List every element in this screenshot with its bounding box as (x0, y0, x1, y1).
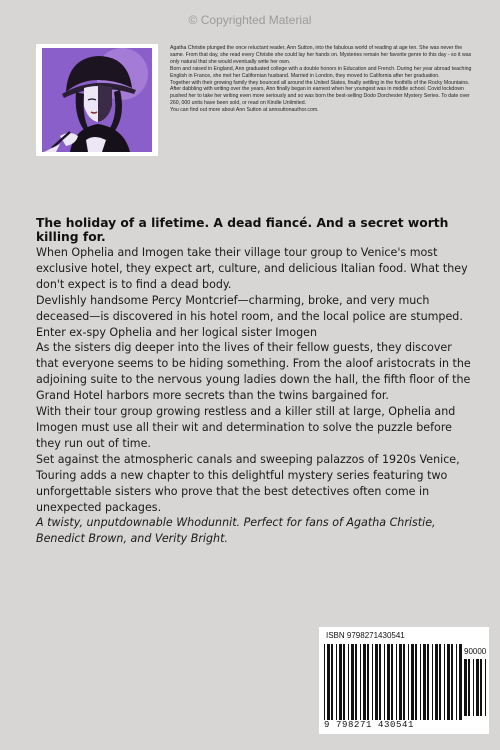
barcode-bar (473, 659, 474, 716)
barcode-bar (327, 644, 330, 720)
author-illustration (36, 44, 158, 156)
barcode-bar (403, 644, 405, 720)
barcode-bar (456, 644, 457, 720)
barcode-bar (348, 644, 349, 720)
barcode-bar (396, 644, 397, 720)
bio-paragraph: Agatha Christie plunged the once reluctant reader, Ann Sutton, into the fabulous world of reading at age ten. She was never the same. From that day, she read every Christie she could lay her hands on. Mysteries remain her favorite genre to this day - so it was only natural that she would eventually write her own. (170, 45, 472, 65)
barcode-bar (476, 659, 479, 716)
blurb-tagline: A twisty, unputdownable Whodunnit. Perfect for fans of Agatha Christie, Benedict Brown, and Verity Bright. (36, 516, 436, 546)
price-code-bars (464, 659, 486, 716)
bio-paragraph: After dabbling with writing over the years, Ann finally began in earnest when her youngest was in middle school. Covid lockdown pushed her to take her writing even more seriously and so was born the best-selling Dodo Dorchester Mystery Series. To date over 260, 000 units have been sold, or read on Kindle Unlimited. (170, 86, 470, 107)
barcode-bar (372, 644, 373, 720)
barcode-bar (415, 644, 417, 720)
barcode-bar (331, 644, 333, 720)
price-code: 90000 (464, 647, 487, 656)
isbn-barcode (319, 627, 489, 734)
barcode-bar (360, 644, 361, 720)
barcode-bar (363, 644, 366, 720)
barcode-bar (408, 644, 409, 720)
blurb-paragraph: As the sisters dig deeper into the lives of their fellow guests, they discover that everyone seems to be hiding something. From the aloof aristocrats in the adjoining suite to the nervous young ladies down the hall, the fifth floor of the Grand Hotel harbors more secrets than the twins bargained for. (36, 341, 471, 403)
blurb-headline: The holiday of a lifetime. A dead fiancé. And a secret worth killing for. (36, 216, 449, 244)
author-bio-text (170, 45, 476, 114)
barcode-bar (427, 644, 429, 720)
barcode-bar (391, 644, 393, 720)
barcode-bar (336, 644, 337, 720)
barcode-bar (420, 644, 421, 720)
blurb-paragraph: Devlishly handsome Percy Montcrief—charming, broke, and very much deceased—is discovered in his hotel room, and the local police are stumped. Enter ex-spy Ophelia and her logical sister Imogen (36, 293, 463, 339)
bio-paragraph: Born and raised in England, Ann graduated college with a double honors in Education and French. During her year abroad teaching English in France, she met her Californian husband. Married in London, they moved to California after her graduation. (170, 65, 472, 79)
barcode-bar (444, 644, 445, 720)
barcode-bars (324, 644, 462, 720)
book-blurb (36, 245, 476, 547)
barcode-bar (379, 644, 381, 720)
blurb-paragraph: When Ophelia and Imogen take their village tour group to Venice's most exclusive hotel, they expect art, culture, and delicious Italian food. What they don't expect is to find a dead body. (36, 246, 468, 291)
barcode-bar (451, 644, 453, 720)
barcode-bar (339, 644, 342, 720)
barcode-bar (355, 644, 357, 720)
barcode-digits: 9 798271 430541 (324, 720, 415, 730)
barcode-bar (439, 644, 441, 720)
barcode-bar (447, 644, 450, 720)
barcode-bar (468, 659, 470, 716)
barcode-bar (375, 644, 378, 720)
barcode-bar (423, 644, 426, 720)
author-bio-section (36, 44, 478, 156)
barcode-bar (485, 659, 486, 716)
barcode-bar (384, 644, 385, 720)
barcode-bar (351, 644, 354, 720)
barcode-bar (367, 644, 369, 720)
barcode-bar (435, 644, 438, 720)
barcode-bar (324, 644, 325, 720)
isbn-label: ISBN 9798271430541 (326, 631, 405, 640)
barcode-bar (464, 659, 467, 716)
barcode-bar (411, 644, 414, 720)
barcode-bar (387, 644, 390, 720)
copyright-watermark: © Copyrighted Material (188, 13, 312, 27)
bio-paragraph: You can find out more about Ann Sutton at annsuttonauthor.com. (170, 107, 319, 114)
barcode-bar (343, 644, 345, 720)
bio-paragraph: Together with their growing family they bounced all around the United States, finally settling in the foothills of the Rocky Mountains. (170, 79, 470, 86)
blurb-paragraph: With their tour group growing restless and a killer still at large, Ophelia and Imogen must use all their wit and determination to solve the puzzle before they run out of time. (36, 405, 456, 450)
barcode-bar (459, 644, 462, 720)
barcode-bar (432, 644, 433, 720)
blurb-paragraph: Set against the atmospheric canals and sweeping palazzos of 1920s Venice, Touring adds a new chapter to this delightful mystery series featuring two unforgettable sisters who prove that the best detectives often come in unexpected packages. (36, 452, 460, 514)
barcode-bar (480, 659, 482, 716)
barcode-bar (399, 644, 402, 720)
